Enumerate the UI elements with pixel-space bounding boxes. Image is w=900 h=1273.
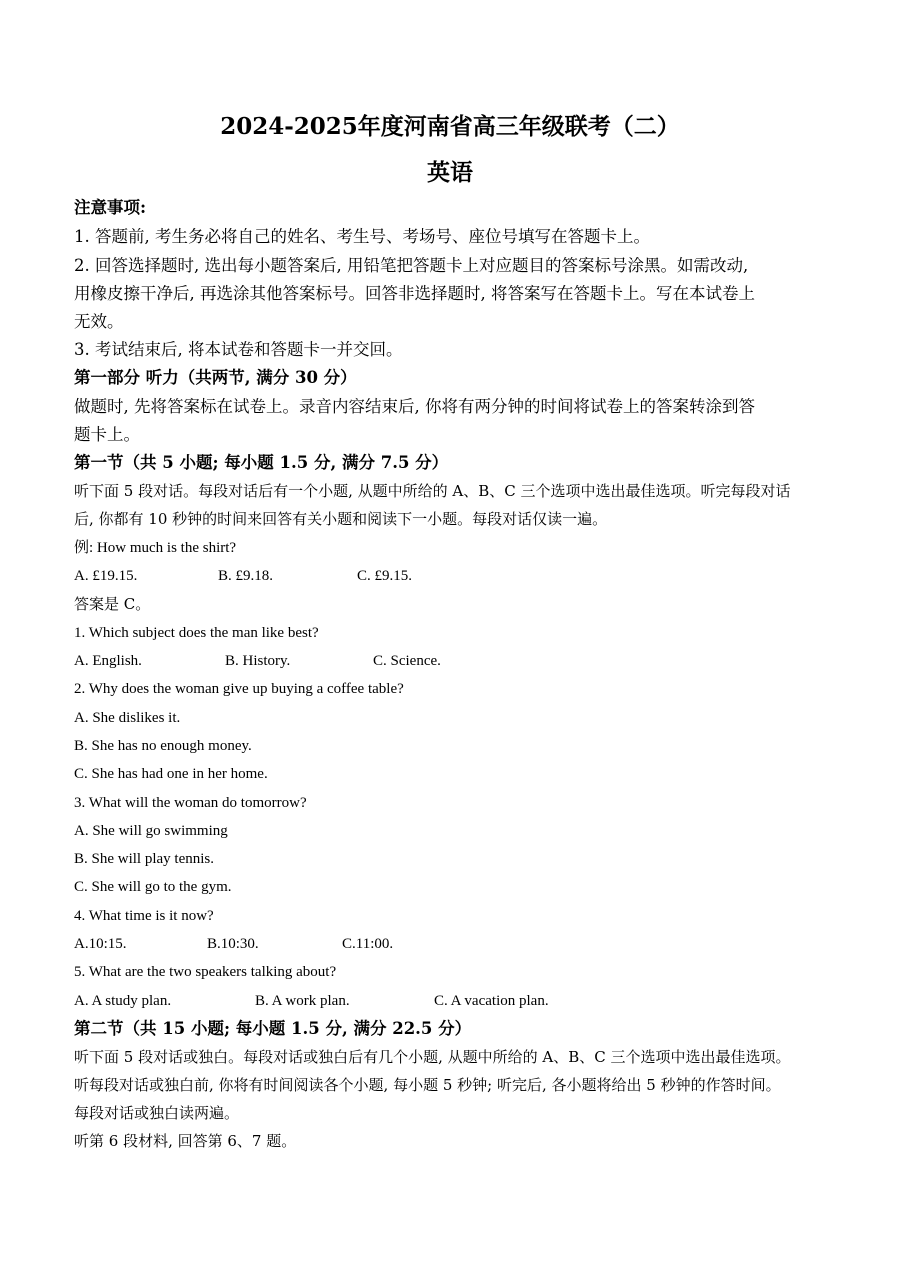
q5-option-c: C. A vacation plan. bbox=[434, 993, 549, 1009]
q5-option-b: B. A work plan. bbox=[255, 993, 350, 1009]
question-3: 3. What will the woman do tomorrow? bbox=[74, 795, 307, 811]
section2-heading: 第二节（共 15 小题; 每小题 1.5 分, 满分 22.5 分） bbox=[74, 1019, 472, 1038]
section2-instruction-2: 听每段对话或独白前, 你将有时间阅读各个小题, 每小题 5 秒钟; 听完后, 各小题将给出 5 秒钟的作答时间。 bbox=[74, 1076, 781, 1094]
q2-option-b: B. She has no enough money. bbox=[74, 738, 252, 754]
q3-option-c: C. She will go to the gym. bbox=[74, 879, 232, 895]
q2-option-c: C. She has had one in her home. bbox=[74, 766, 268, 782]
example-option-c: C. £9.15. bbox=[357, 568, 413, 584]
example-option-a: A. £19.15. bbox=[74, 568, 138, 584]
question-4: 4. What time is it now? bbox=[74, 908, 214, 924]
part1-heading: 第一部分 听力（共两节, 满分 30 分） bbox=[74, 368, 357, 387]
q1-option-a: A. English. bbox=[74, 653, 142, 669]
q4-option-a: A.10:15. bbox=[74, 936, 127, 952]
q5-option-a: A. A study plan. bbox=[74, 993, 172, 1009]
example-question: 例: How much is the shirt? bbox=[74, 540, 237, 556]
q3-option-a: A. She will go swimming bbox=[74, 823, 228, 839]
notice-item-3: 3. 考试结束后, 将本试卷和答题卡一并交回。 bbox=[74, 340, 403, 359]
section2-material-note: 听第 6 段材料, 回答第 6、7 题。 bbox=[74, 1132, 297, 1150]
exam-subject: 英语 bbox=[427, 159, 473, 186]
example-option-b: B. £9.18. bbox=[218, 568, 274, 584]
q4-option-c: C.11:00. bbox=[342, 936, 394, 952]
section2-instruction-3: 每段对话或独白读两遍。 bbox=[74, 1104, 240, 1122]
section1-instruction-2: 后, 你都有 10 秒钟的时间来回答有关小题和阅读下一小题。每段对话仅读一遍。 bbox=[74, 510, 608, 528]
exam-title: 2024-2025年度河南省高三年级联考（二） bbox=[220, 113, 680, 140]
q3-option-b: B. She will play tennis. bbox=[74, 851, 214, 867]
example-answer: 答案是 C。 bbox=[74, 595, 151, 613]
notice-item-2-cont: 用橡皮擦干净后, 再选涂其他答案标号。回答非选择题时, 将答案写在答题卡上。写在本试卷上 bbox=[74, 284, 755, 303]
question-5: 5. What are the two speakers talking about? bbox=[74, 964, 337, 980]
notice-item-2-end: 无效。 bbox=[74, 312, 124, 331]
q4-option-b: B.10:30. bbox=[207, 936, 259, 952]
q1-option-c: C. Science. bbox=[373, 653, 441, 669]
section1-heading: 第一节（共 5 小题; 每小题 1.5 分, 满分 7.5 分） bbox=[74, 453, 449, 472]
section1-instruction-1: 听下面 5 段对话。每段对话后有一个小题, 从题中所给的 A、B、C 三个选项中选出最佳选项。听完每段对话 bbox=[74, 482, 791, 500]
q2-option-a: A. She dislikes it. bbox=[74, 710, 181, 726]
section2-instruction-1: 听下面 5 段对话或独白。每段对话或独白后有几个小题, 从题中所给的 A、B、C 三个选项中选出最佳选项。 bbox=[74, 1048, 791, 1066]
q1-option-b: B. History. bbox=[225, 653, 291, 669]
part1-intro-2: 题卡上。 bbox=[74, 425, 140, 444]
notice-item-2: 2. 回答选择题时, 选出每小题答案后, 用铅笔把答题卡上对应题目的答案标号涂黑。如需改动, bbox=[74, 256, 749, 275]
notice-item-1: 1. 答题前, 考生务必将自己的姓名、考生号、考场号、座位号填写在答题卡上。 bbox=[74, 227, 650, 246]
question-1: 1. Which subject does the man like best? bbox=[74, 625, 319, 641]
notice-heading: 注意事项: bbox=[74, 198, 147, 217]
question-2: 2. Why does the woman give up buying a coffee table? bbox=[74, 681, 404, 697]
part1-intro-1: 做题时, 先将答案标在试卷上。录音内容结束后, 你将有两分钟的时间将试卷上的答案转涂到答 bbox=[74, 397, 755, 416]
